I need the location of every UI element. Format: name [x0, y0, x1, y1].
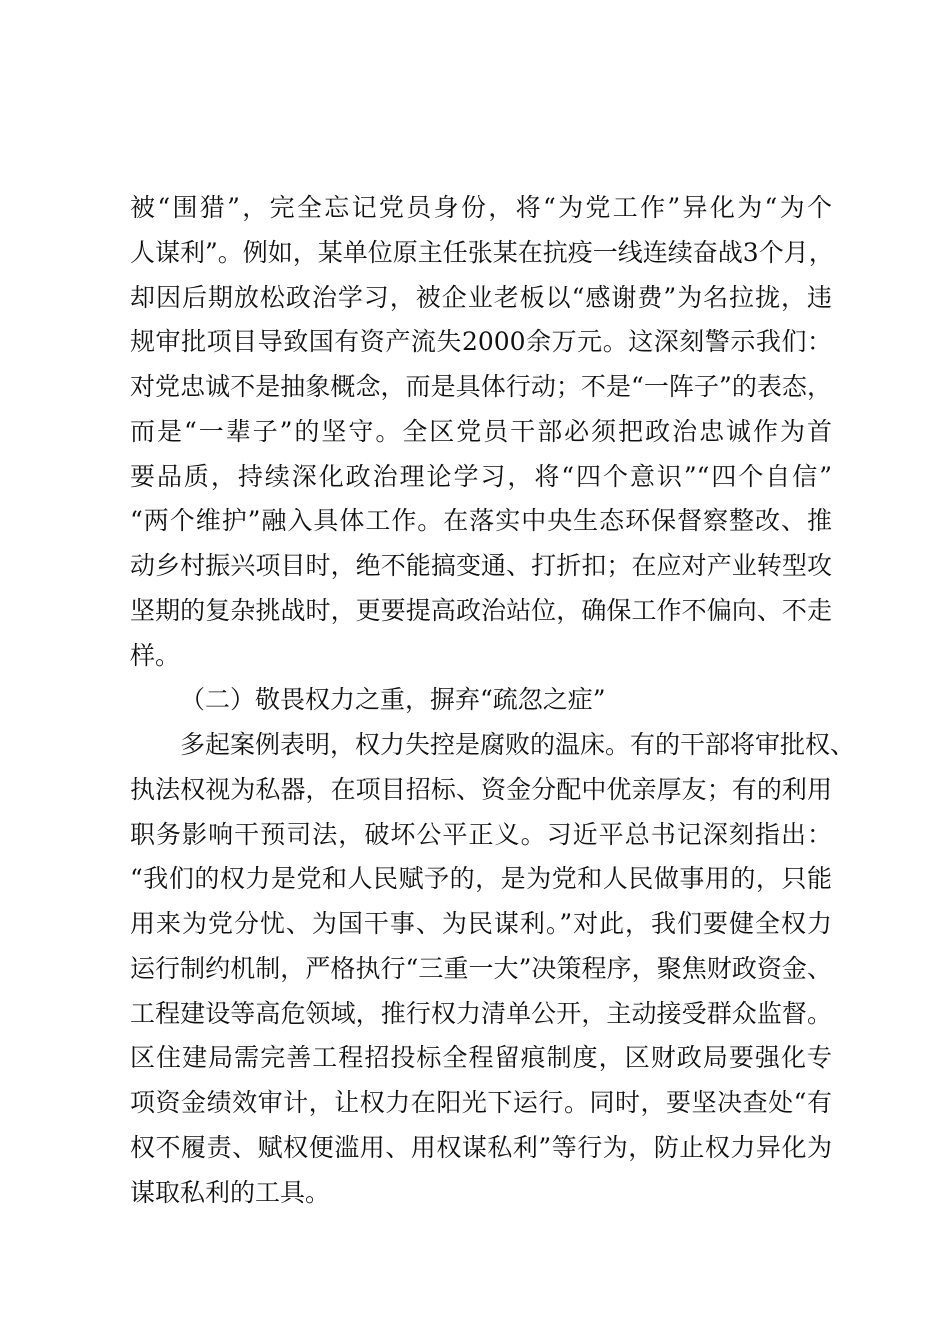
text-line: 被“围猎”，完全忘记党员身份，将“为党工作”异化为“为个	[130, 193, 832, 222]
text-line: 用来为党分忧、为国干事、为民谋利。”对此，我们要健全权力	[130, 909, 832, 938]
text-line: 多起案例表明，权力失控是腐败的温床。有的干部将审批权、	[180, 730, 856, 759]
text-line: 区住建局需完善工程招投标全程留痕制度，区财政局要强化专	[130, 1043, 832, 1073]
text-line: 动乡村振兴项目时，绝不能搞变通、打折扣；在应对产业转型攻	[130, 551, 832, 580]
text-line: 运行制约机制，严格执行“三重一大”决策程序，聚焦财政资金、	[130, 953, 832, 983]
text-line: 而是“一辈子”的坚守。全区党员干部必须把政治忠诚作为首	[130, 416, 832, 446]
text-line: 职务影响干预司法，破坏公平正义。习近平总书记深刻指出：	[130, 819, 832, 849]
text-line: 却因后期放松政治学习，被企业老板以“感谢费”为名拉拢，违	[130, 282, 832, 312]
text-line: 执法权视为私器，在项目招标、资金分配中优亲厚友；有的利用	[130, 774, 832, 804]
text-line: “两个维护”融入具体工作。在落实中央生态环保督察整改、推	[130, 506, 832, 536]
section-heading: （二）敬畏权力之重，摒弃“疏忽之症”	[180, 685, 606, 715]
text-line: 要品质，持续深化政治理论学习，将“四个意识”“四个自信”	[130, 461, 832, 491]
text-line: 规审批项目导致国有资产流失2000余万元。这深刻警示我们：	[130, 327, 832, 357]
paragraph-political-loyalty	[130, 186, 832, 678]
text-line: 坚期的复杂挑战时，更要提高政治站位，确保工作不偏向、不走	[130, 595, 832, 625]
text-line: 谋取私利的工具。	[130, 1177, 331, 1207]
text-line: 工程建设等高危领域，推行权力清单公开，主动接受群众监督。	[130, 998, 832, 1028]
text-line: “我们的权力是党和人民赋予的，是为党和人民做事用的，只能	[130, 864, 832, 894]
document-page	[130, 186, 856, 1215]
text-line: 项资金绩效审计，让权力在阳光下运行。同时，要坚决查处“有	[130, 1088, 832, 1117]
paragraph-power-restraint	[130, 723, 856, 1215]
text-line: 对党忠诚不是抽象概念，而是具体行动；不是“一阵子”的表态，	[130, 372, 832, 401]
text-line: 人谋利”。例如，某单位原主任张某在抗疫一线连续奋战3个月，	[130, 237, 834, 267]
text-line: 样。	[130, 640, 181, 670]
text-line: 权不履责、赋权便滥用、用权谋私利”等行为，防止权力异化为	[130, 1132, 832, 1162]
